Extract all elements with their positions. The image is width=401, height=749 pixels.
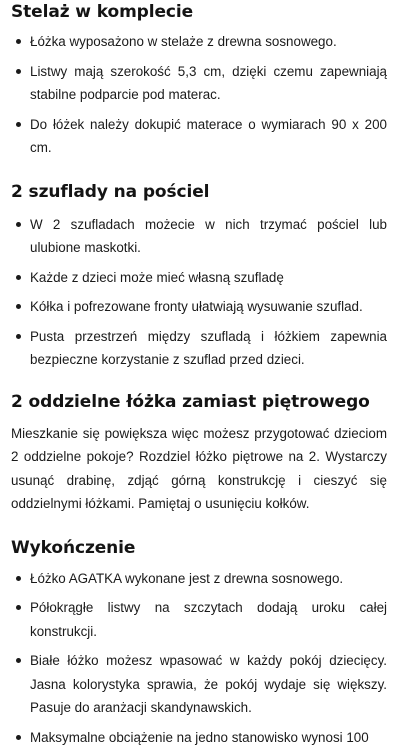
list-item: W 2 szufladach możecie w nich trzymać pościel lub ulubione maskotki. — [11, 213, 387, 260]
section-drawers — [11, 180, 387, 372]
bullet-icon — [16, 39, 21, 44]
bullet-list — [11, 567, 387, 749]
bullet-list — [11, 30, 387, 160]
section-heading: 2 oddzielne łóżka zamiast piętrowego — [11, 390, 387, 414]
section-finish — [11, 536, 387, 749]
bullet-icon — [16, 658, 21, 663]
list-item: Białe łóżko możesz wpasować w każdy pokój dziecięcy. Jasna kolorystyka sprawia, że pokój wydaje się większy. Pasuje do aranżacji skandynawskich. — [11, 649, 387, 720]
section-separate-beds — [11, 390, 387, 516]
list-item: Każde z dzieci może mieć własną szufladę — [11, 266, 387, 290]
list-item: Kółka i pofrezowane fronty ułatwiają wysuwanie szuflad. — [11, 295, 387, 319]
bullet-icon — [16, 69, 21, 74]
list-item: Listwy mają szerokość 5,3 cm, dzięki czemu zapewniają stabilne podparcie pod materac. — [11, 60, 387, 107]
list-item: Łóżka wyposażono w stelaże z drewna sosnowego. — [11, 30, 387, 54]
section-heading: Wykończenie — [11, 536, 387, 560]
section-heading: 2 szuflady na pościel — [11, 180, 387, 204]
bullet-icon — [16, 304, 21, 309]
bullet-icon — [16, 576, 21, 581]
bullet-icon — [16, 334, 21, 339]
list-item: Półokrągłe listwy na szczytach dodają uroku całej konstrukcji. — [11, 596, 387, 643]
section-heading: Stelaż w komplecie — [11, 0, 387, 24]
list-item: Maksymalne obciążenie na jedno stanowisko wynosi 100 — [11, 726, 387, 749]
product-description — [11, 0, 387, 749]
bullet-icon — [16, 222, 21, 227]
bullet-list — [11, 213, 387, 372]
section-frame-included — [11, 0, 387, 160]
list-item: Łóżko AGATKA wykonane jest z drewna sosnowego. — [11, 567, 387, 591]
list-item: Pusta przestrzeń między szufladą i łóżkiem zapewnia bezpieczne korzystanie z szuflad przed dzieci. — [11, 325, 387, 372]
section-paragraph: Mieszkanie się powiększa więc możesz przygotować dzieciom 2 oddzielne pokoje? Rozdziel łóżko piętrowe na 2. Wystarczy usunąć drabinę, zdjąć górną konstrukcję i cieszyć się oddzielnymi łóżkami. Pamiętaj o usunięciu kołków. — [11, 422, 387, 516]
list-item: Do łóżek należy dokupić materace o wymiarach 90 x 200 cm. — [11, 113, 387, 160]
bullet-icon — [16, 122, 21, 127]
bullet-icon — [16, 605, 21, 610]
bullet-icon — [16, 275, 21, 280]
bullet-icon — [16, 735, 21, 740]
